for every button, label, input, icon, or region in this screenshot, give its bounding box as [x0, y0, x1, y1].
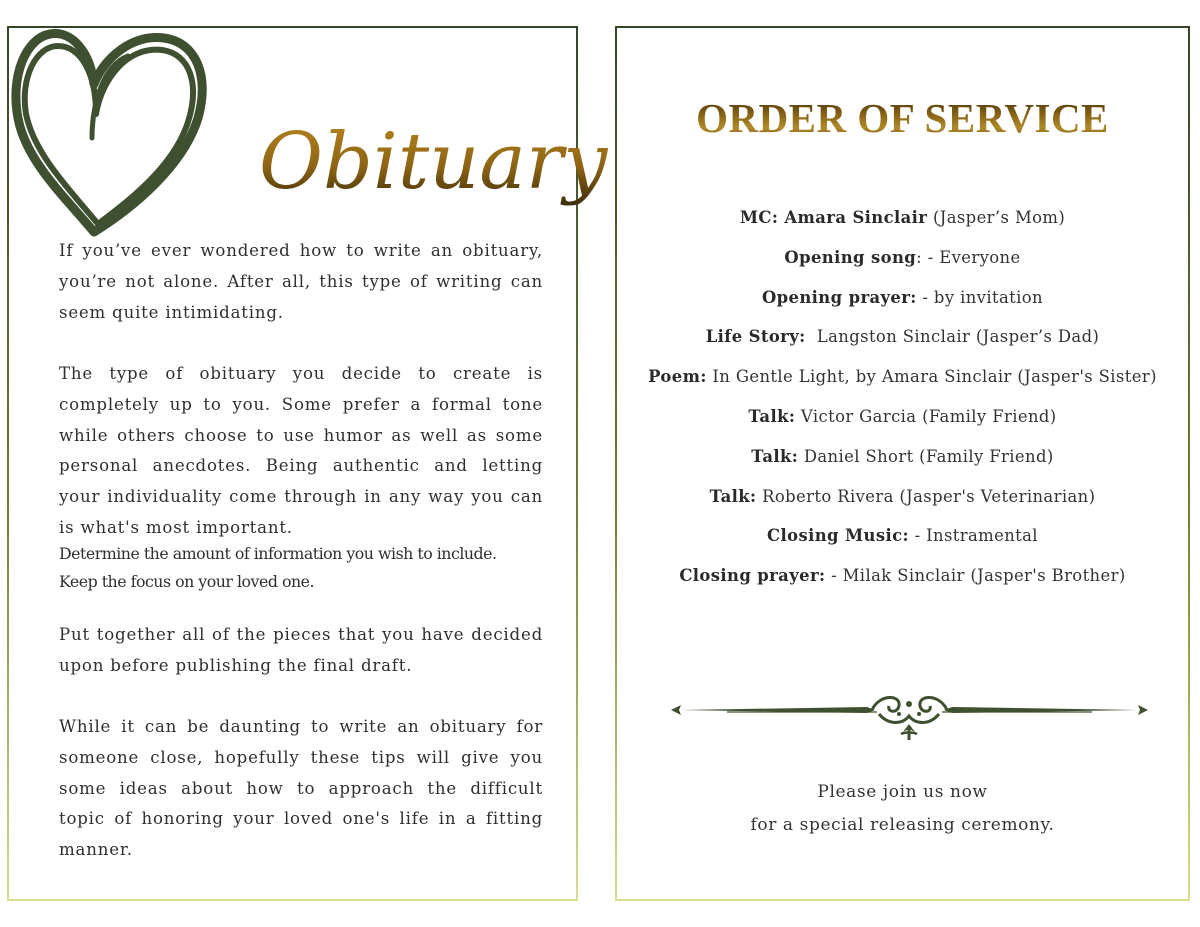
ornamental-divider-icon [667, 688, 1152, 748]
service-item-label: MC: Amara Sinclair [739, 208, 928, 227]
closing-line-2: for a special releasing ceremony. [750, 815, 1055, 835]
service-item-detail: - Instramental [914, 526, 1038, 546]
obituary-paragraph-1: If you’ve ever wondered how to write an obituary, you’re not alone. After all, this type of writing can seem quite intimidating. [59, 241, 543, 322]
service-item-label: Poem: [648, 367, 707, 387]
service-item-label: Talk: [748, 406, 796, 426]
service-item-detail: Daniel Short (Family Friend) [803, 446, 1054, 466]
service-item [617, 564, 1188, 604]
service-item [617, 524, 1188, 564]
service-item: Opening song: - Everyone [784, 247, 1021, 267]
service-item-detail: Roberto Rivera (Jasper's Veterinarian) [762, 486, 1096, 506]
service-item-detail: - Milak Sinclair (Jasper's Brother) [831, 566, 1126, 586]
obituary-panel [7, 26, 608, 901]
service-item-detail: Langston Sinclair (Jasper’s Dad) [816, 327, 1100, 347]
service-item-label: Life Story: [705, 327, 806, 347]
service-item [617, 405, 1188, 445]
service-item-label: Opening prayer: [762, 287, 917, 307]
order-of-service-title: ORDER OF SERVICE [617, 94, 1188, 142]
closing-message [617, 776, 1188, 842]
service-item-detail: Victor Garcia (Family Friend) [800, 406, 1057, 426]
obituary-paragraph-3: Put together all of the pieces that you have decided upon before publishing the final draft. [59, 625, 543, 675]
service-item-label: Talk: [751, 446, 799, 466]
service-item-label: Closing Music: [767, 526, 909, 546]
obituary-tip-2: Keep the focus on your loved one. [59, 571, 315, 591]
service-list [617, 206, 1188, 604]
service-item-label: Opening song [784, 247, 917, 267]
service-item-detail: (Jasper’s Mom) [927, 208, 1066, 227]
heart-icon [6, 26, 211, 241]
service-item [617, 445, 1188, 485]
closing-line-1: Please join us now [817, 782, 988, 802]
service-item [617, 325, 1188, 365]
service-item [617, 365, 1188, 405]
service-item-detail: In Gentle Light, by Amara Sinclair (Jasper's Sister) [712, 367, 1157, 387]
service-item-detail: - by invitation [922, 287, 1043, 307]
obituary-title-text: Obituary [259, 117, 608, 207]
service-item [617, 286, 1188, 326]
service-item [617, 485, 1188, 525]
service-item-detail: - Everyone [927, 247, 1021, 267]
order-of-service-panel [615, 26, 1190, 901]
service-item [617, 206, 1188, 246]
service-item-label: Talk: [709, 486, 757, 506]
obituary-tips [59, 540, 543, 595]
obituary-title [247, 76, 608, 236]
obituary-paragraph-4: While it can be daunting to write an obituary for someone close, hopefully these tips will give you some ideas about how to approach the difficult topic of honoring your loved one's life in a fitting manner. [59, 717, 543, 860]
obituary-paragraph-2: The type of obituary you decide to create is completely up to you. Some prefer a formal tone while others choose to use humor as well as some personal anecdotes. Being authentic and letting your individuality come through in any way you can is what's most important. [59, 364, 543, 537]
service-item-label: Closing prayer: [679, 566, 826, 586]
obituary-tip-1: Determine the amount of information you wish to include. [59, 544, 497, 563]
